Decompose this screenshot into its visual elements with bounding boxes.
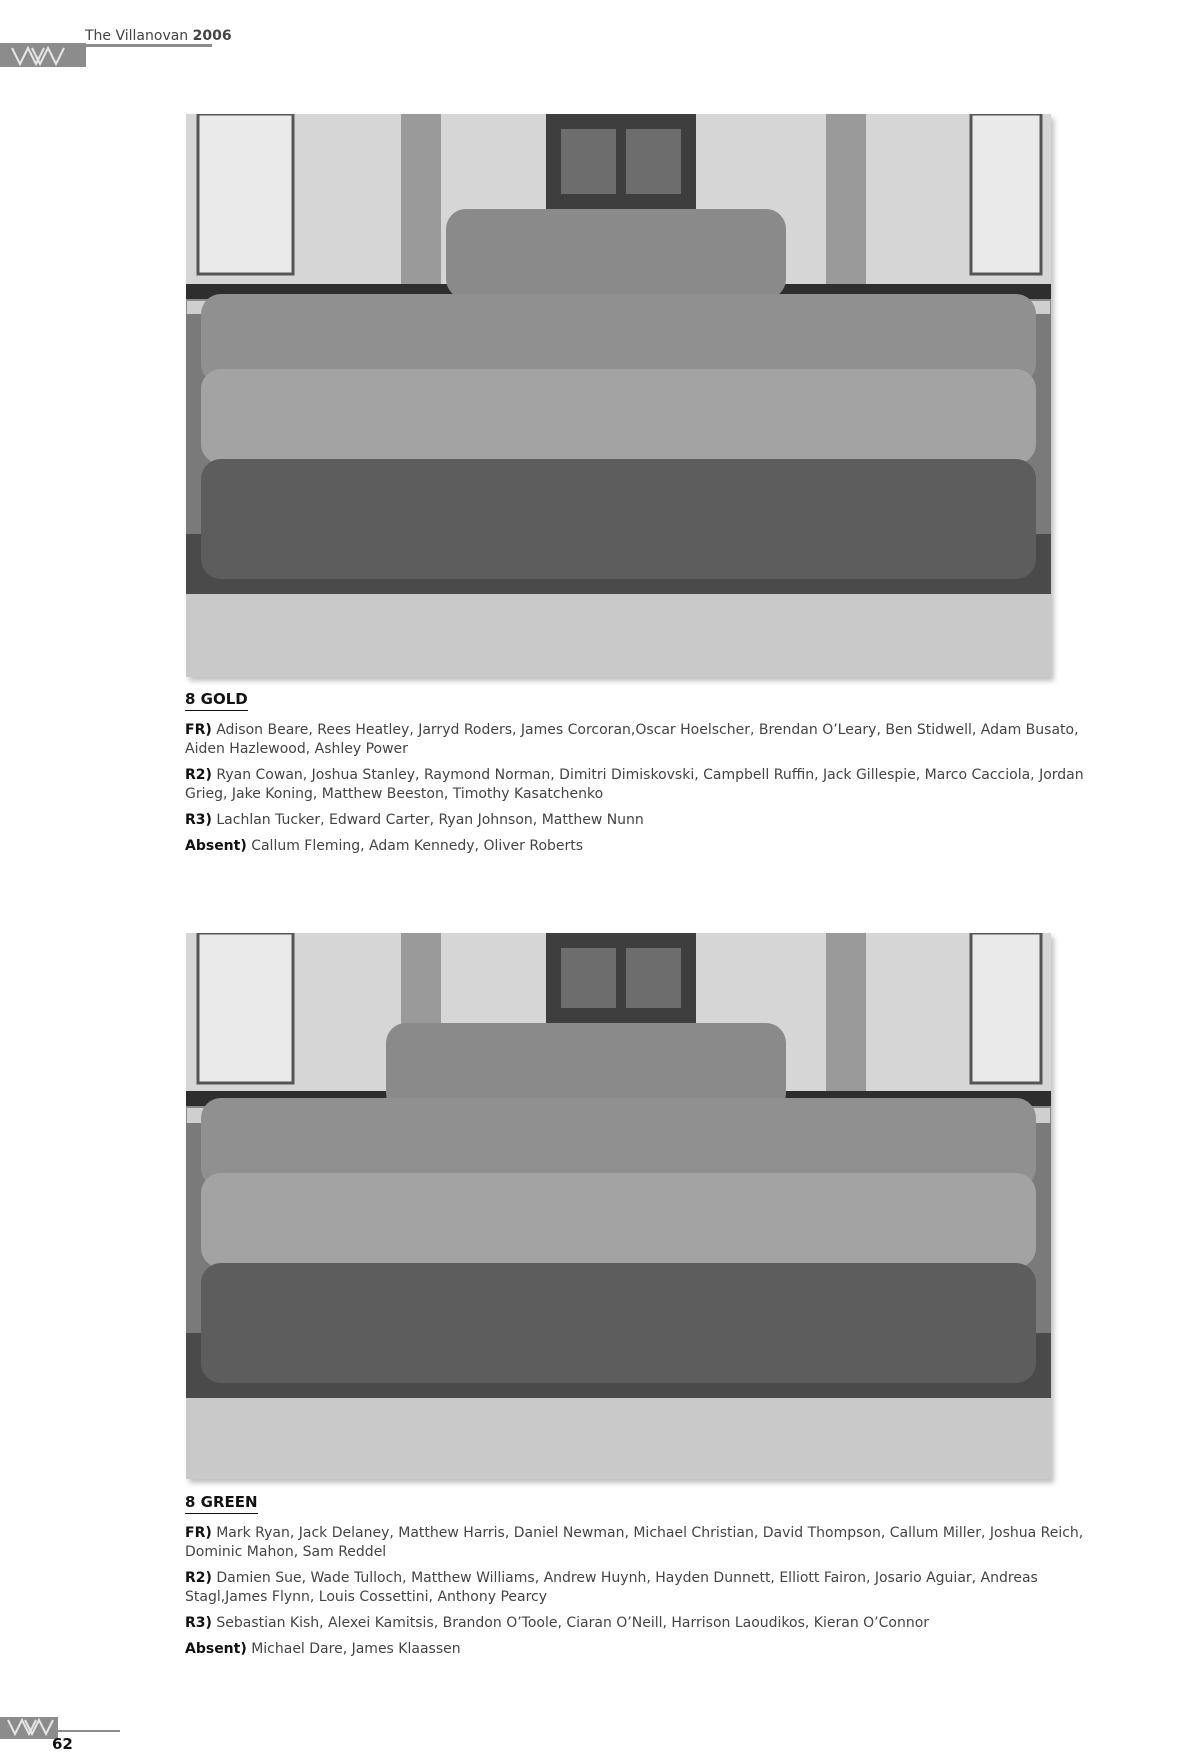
row-two — [185, 766, 1105, 804]
row-three — [185, 811, 1105, 830]
villanova-logo-icon — [6, 1717, 56, 1737]
row-two — [185, 1569, 1105, 1607]
caption-8-gold — [185, 689, 1105, 863]
class-title: 8 GREEN — [185, 1493, 258, 1514]
row-label: FR) — [185, 1525, 212, 1541]
class-title: 8 GOLD — [185, 690, 248, 711]
villanova-logo-icon — [10, 45, 70, 67]
running-header — [85, 28, 232, 44]
row-names: Callum Fleming, Adam Kennedy, Oliver Roberts — [251, 838, 584, 854]
publication-name: The Villanovan — [85, 28, 189, 44]
class-photo-svg — [186, 933, 1051, 1479]
row-names: Damien Sue, Wade Tulloch, Matthew Williams, Andrew Huynh, Hayden Dunnett, Elliott Fairon, Josario Aguiar, Andreas Stagl,James Flynn, Louis Cossettini, Anthony Pearcy — [185, 1570, 1038, 1605]
row-names: Ryan Cowan, Joshua Stanley, Raymond Norman, Dimitri Dimiskovski, Campbell Ruffin, Jack Gillespie, Marco Cacciola, Jordan Grieg, Jake Koning, Matthew Beeston, Timothy Kasatchenko — [185, 767, 1084, 802]
row-label: Absent) — [185, 838, 247, 854]
row-label: R2) — [185, 1570, 212, 1586]
row-names: Sebastian Kish, Alexei Kamitsis, Brandon O’Toole, Ciaran O’Neill, Harrison Laoudikos, Kieran O’Connor — [216, 1615, 930, 1631]
row-names: Michael Dare, James Klaassen — [251, 1641, 461, 1657]
row-label: R3) — [185, 812, 212, 828]
page-number: 62 — [52, 1735, 73, 1753]
front-row — [185, 721, 1105, 759]
class-photo-8-gold — [186, 114, 1051, 677]
front-row — [185, 1524, 1105, 1562]
absent-row — [185, 1640, 1105, 1659]
row-label: FR) — [185, 722, 212, 738]
absent-row — [185, 837, 1105, 856]
row-label: R3) — [185, 1615, 212, 1631]
row-label: R2) — [185, 767, 212, 783]
caption-8-green — [185, 1492, 1105, 1666]
row-label: Absent) — [185, 1641, 247, 1657]
class-photo-8-green — [186, 933, 1051, 1479]
class-photo-svg — [186, 114, 1051, 677]
row-names: Lachlan Tucker, Edward Carter, Ryan Johnson, Matthew Nunn — [216, 812, 644, 828]
row-names: Mark Ryan, Jack Delaney, Matthew Harris, Daniel Newman, Michael Christian, David Thompson, Callum Miller, Joshua Reich, Dominic Mahon, Sam Reddel — [185, 1525, 1084, 1560]
publication-year: 2006 — [192, 28, 232, 44]
row-names: Adison Beare, Rees Heatley, Jarryd Roders, James Corcoran,Oscar Hoelscher, Brendan O’Leary, Ben Stidwell, Adam Busato, Aiden Hazlewood, Ashley Power — [185, 722, 1079, 757]
row-three — [185, 1614, 1105, 1633]
